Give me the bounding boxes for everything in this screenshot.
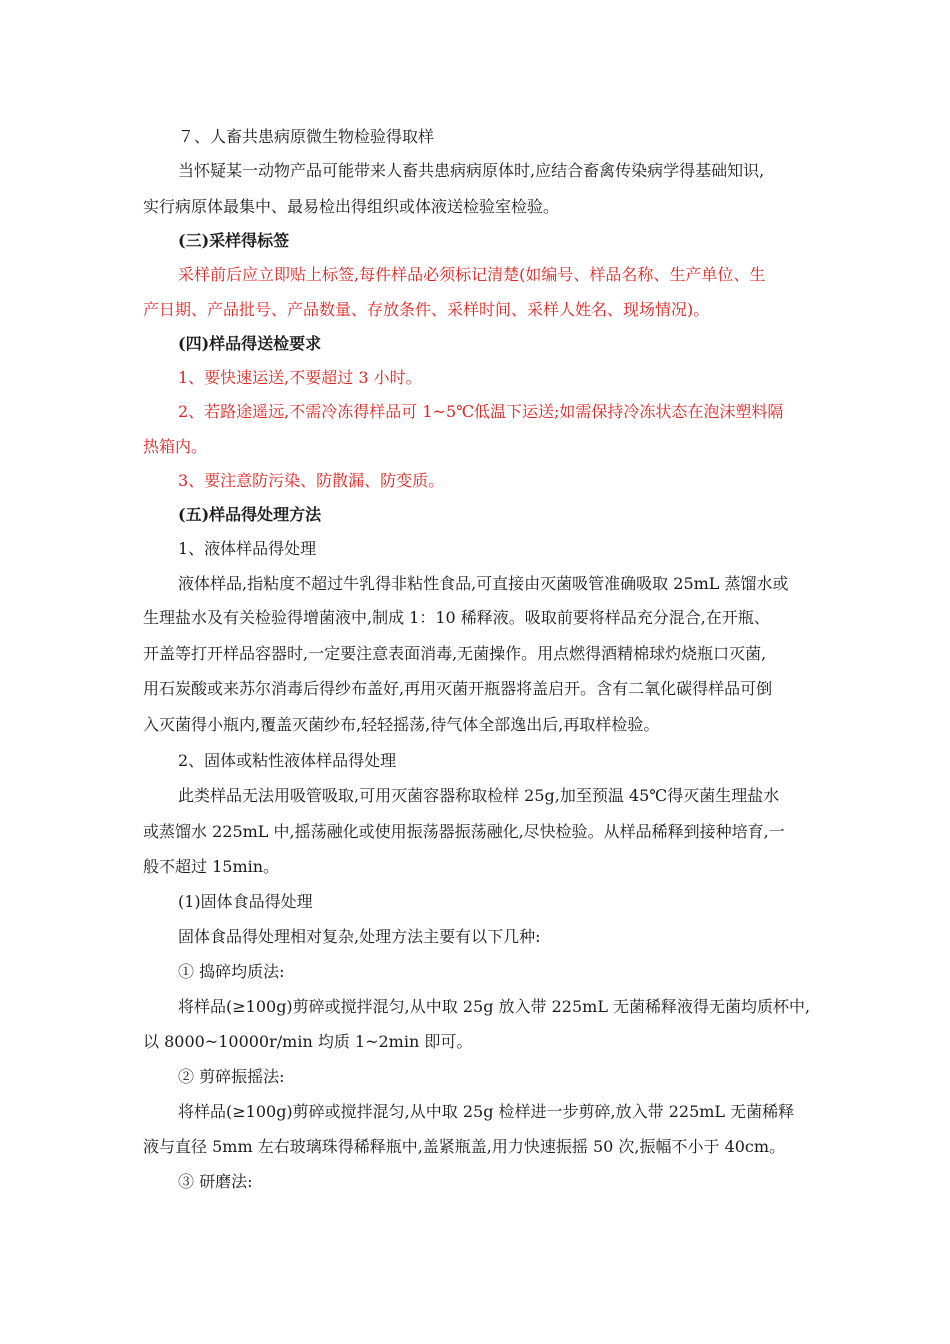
method-heading: ② 剪碎振摇法: — [178, 1067, 285, 1086]
paragraph-line: 开盖等打开样品容器时,一定要注意表面消毒,无菌操作。用点燃得酒精棉球灼烧瓶口灭菌, — [143, 644, 767, 663]
subheading: 1、液体样品得处理 — [178, 539, 317, 558]
red-paragraph-line: 产日期、产品批号、产品数量、存放条件、采样时间、采样人姓名、现场情况)。 — [143, 300, 710, 319]
method-heading: ③ 研磨法: — [178, 1172, 253, 1191]
subheading: (1)固体食品得处理 — [178, 892, 313, 911]
paragraph-line: 实行病原体最集中、最易检出得组织或体液送检验室检验。 — [143, 197, 560, 216]
red-list-item-continuation: 热箱内。 — [143, 437, 208, 456]
paragraph-line: 用石炭酸或来苏尔消毒后得纱布盖好,再用灭菌开瓶器将盖启开。含有二氧化碳得样品可倒 — [143, 679, 773, 698]
paragraph-line: 液体样品,指粘度不超过牛乳得非粘性食品,可直接由灭菌吸管准确吸取 25mL 蒸馏水或 — [178, 574, 789, 593]
section-heading-5: (五)样品得处理方法 — [178, 505, 322, 524]
paragraph-line: 将样品(≥100g)剪碎或搅拌混匀,从中取 25g 检样进一步剪碎,放入带 225mL 无菌稀释 — [178, 1102, 795, 1121]
paragraph-line: 当怀疑某一动物产品可能带来人畜共患病病原体时,应结合畜禽传染病学得基础知识, — [178, 161, 765, 180]
red-list-item: 1、要快速运送,不要超过 3 小时。 — [178, 368, 422, 387]
red-list-item: 3、要注意防污染、防散漏、防变质。 — [178, 471, 445, 490]
paragraph-line: 此类样品无法用吸管吸取,可用灭菌容器称取检样 25g,加至预温 45℃得灭菌生理盐水 — [178, 786, 780, 805]
paragraph-line: 液与直径 5mm 左右玻璃珠得稀释瓶中,盖紧瓶盖,用力快速振摇 50 次,振幅不小于 40cm。 — [143, 1137, 786, 1156]
paragraph-line: 入灭菌得小瓶内,覆盖灭菌纱布,轻轻摇荡,待气体全部逸出后,再取样检验。 — [143, 715, 660, 734]
paragraph-line: 生理盐水及有关检验得增菌液中,制成 1：10 稀释液。吸取前要将样品充分混合,在开瓶、 — [143, 608, 770, 627]
paragraph-line: 或蒸馏水 225mL 中,摇荡融化或使用振荡器振荡融化,尽快检验。从样品稀释到接种培育,一 — [143, 822, 785, 841]
red-list-item: 2、若路途遥远,不需冷冻得样品可 1~5℃低温下运送;如需保持冷冻状态在泡沫塑料隔 — [178, 402, 784, 421]
section-heading-3: (三)采样得标签 — [178, 231, 290, 250]
paragraph-line: 将样品(≥100g)剪碎或搅拌混匀,从中取 25g 放入带 225mL 无菌稀释液得无菌均质杯中, — [178, 997, 811, 1016]
red-paragraph-line: 采样前后应立即贴上标签,每件样品必须标记清楚(如编号、样品名称、生产单位、生 — [178, 265, 766, 284]
section-heading-4: (四)样品得送检要求 — [178, 334, 322, 353]
paragraph-line: 固体食品得处理相对复杂,处理方法主要有以下几种: — [178, 927, 541, 946]
paragraph-line: 以 8000~10000r/min 均质 1~2min 即可。 — [143, 1032, 473, 1051]
method-heading: ① 捣碎均质法: — [178, 962, 285, 981]
paragraph-line: 般不超过 15min。 — [143, 857, 280, 876]
section-heading-7: ７、人畜共患病原微生物检验得取样 — [178, 127, 435, 146]
subheading: 2、固体或粘性液体样品得处理 — [178, 751, 397, 770]
